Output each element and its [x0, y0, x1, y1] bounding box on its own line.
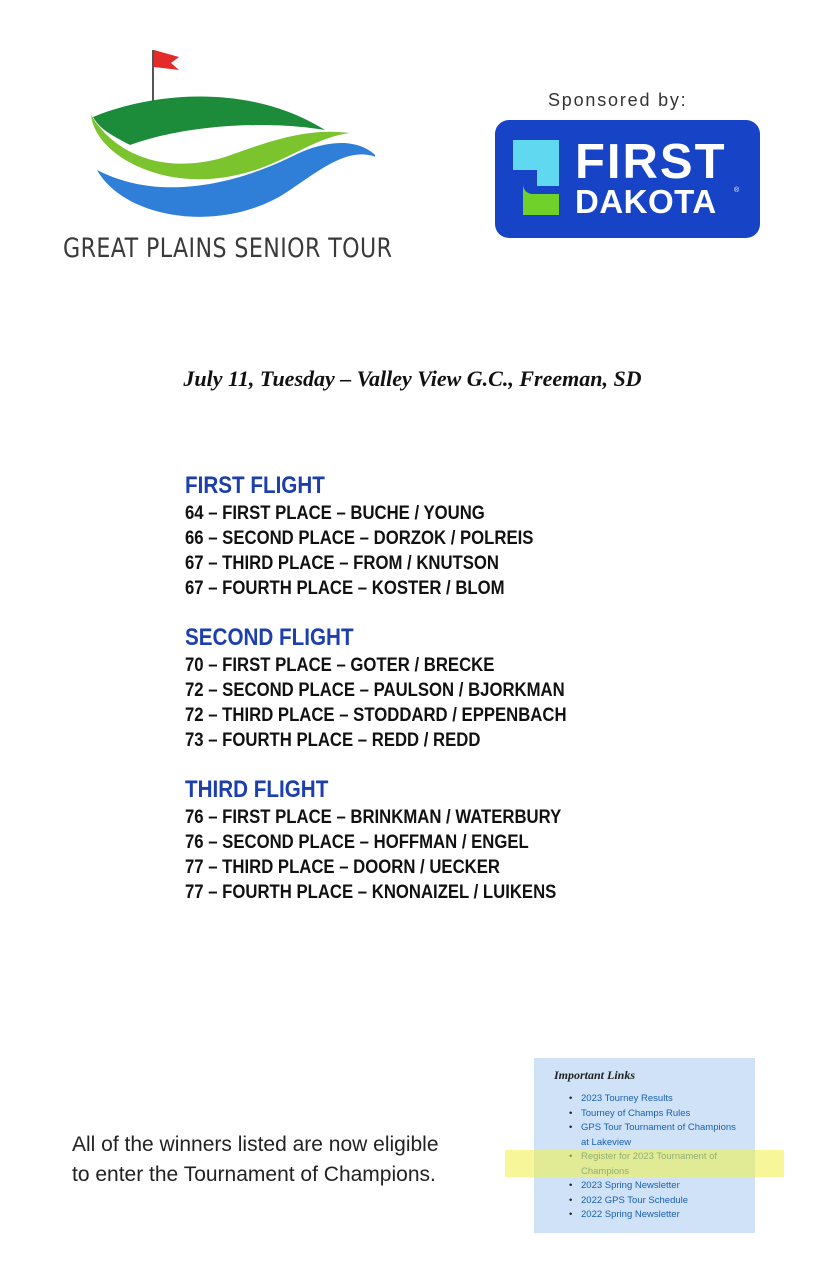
result-line: 72 – THIRD PLACE – STODDARD / EPPENBACH [185, 705, 567, 726]
flight-heading: SECOND FLIGHT [185, 624, 354, 651]
link-item[interactable]: • 2023 Spring Newsletter [569, 1179, 739, 1194]
result-line: 72 – SECOND PLACE – PAULSON / BJORKMAN [185, 680, 565, 701]
sponsor-name-line1: FIRST [575, 135, 727, 189]
sponsor-label: Sponsored by: [548, 90, 688, 110]
result-line: 67 – THIRD PLACE – FROM / KNUTSON [185, 553, 500, 574]
eligibility-note [72, 1130, 439, 1190]
event-title: July 11, Tuesday – Valley View G.C., Freeman, SD [183, 366, 642, 391]
link-highlight [505, 1150, 784, 1177]
golf-flag-icon [75, 45, 375, 230]
result-line: 67 – FOURTH PLACE – KOSTER / BLOM [185, 578, 505, 599]
note-line: to enter the Tournament of Champions. [72, 1163, 436, 1186]
result-line: 66 – SECOND PLACE – DORZOK / POLREIS [185, 528, 534, 549]
note-line: All of the winners listed are now eligible [72, 1133, 439, 1156]
first-dakota-mark-icon [513, 140, 563, 215]
result-line: 77 – FOURTH PLACE – KNONAIZEL / LUIKENS [185, 882, 557, 903]
flight-group [185, 774, 619, 905]
registered-mark: ® [734, 187, 740, 194]
tour-name: GREAT PLAINS SENIOR TOUR [63, 233, 393, 264]
links-title: Important Links [554, 1068, 636, 1082]
results-section [185, 470, 619, 926]
important-links-panel [534, 1058, 755, 1233]
flight-heading: FIRST FLIGHT [185, 472, 325, 499]
link-item[interactable]: • 2022 GPS Tour Schedule [569, 1194, 739, 1209]
flight-group [185, 622, 619, 753]
result-line: 77 – THIRD PLACE – DOORN / UECKER [185, 857, 500, 878]
result-line: 76 – SECOND PLACE – HOFFMAN / ENGEL [185, 832, 529, 853]
link-item[interactable]: • 2023 Tourney Results [569, 1092, 739, 1107]
result-line: 70 – FIRST PLACE – GOTER / BRECKE [185, 655, 495, 676]
link-item[interactable]: • GPS Tour Tournament of Champions at Lakeview [569, 1121, 739, 1150]
sponsor-logo [495, 120, 760, 238]
tour-logo [60, 45, 393, 275]
link-item[interactable]: • Tourney of Champs Rules [569, 1107, 739, 1122]
sponsor-name-line2: DAKOTA [575, 183, 717, 220]
result-line: 64 – FIRST PLACE – BUCHE / YOUNG [185, 503, 485, 524]
flight-heading: THIRD FLIGHT [185, 776, 329, 803]
flight-group [185, 470, 619, 601]
result-line: 73 – FOURTH PLACE – REDD / REDD [185, 730, 481, 751]
link-item[interactable]: • 2022 Spring Newsletter [569, 1208, 739, 1223]
result-line: 76 – FIRST PLACE – BRINKMAN / WATERBURY [185, 807, 562, 828]
